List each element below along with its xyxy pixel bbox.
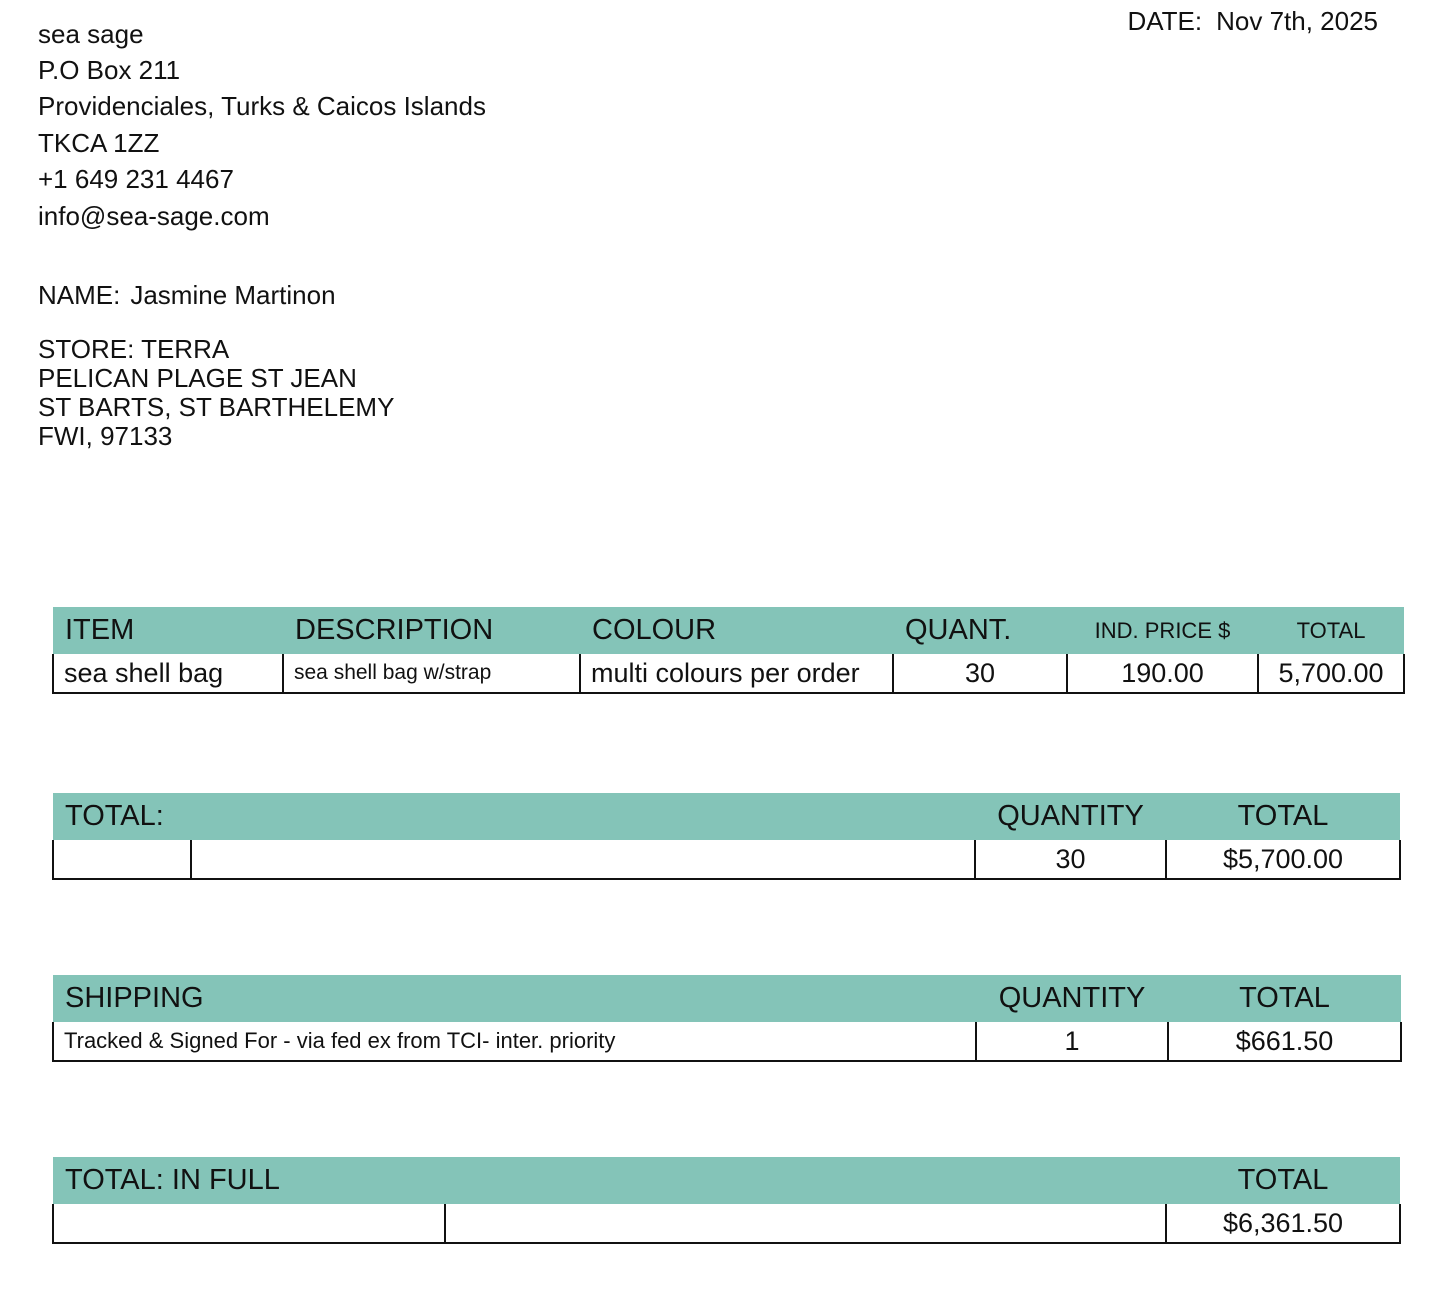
total-cell: $5,700.00 xyxy=(1166,840,1400,879)
empty-cell xyxy=(191,840,975,879)
subtotal-table xyxy=(52,793,1401,880)
header-total: TOTAL xyxy=(1258,607,1404,654)
shipping-table xyxy=(52,975,1402,1062)
customer-name xyxy=(38,280,336,311)
sender-phone: +1 649 231 4467 xyxy=(38,164,234,194)
grand-total-header-row xyxy=(53,1157,1400,1204)
table-row xyxy=(53,840,1400,879)
store-line: ST BARTS, ST BARTHELEMY xyxy=(38,392,395,422)
shipping-label: SHIPPING xyxy=(53,975,976,1022)
grand-total-label: TOTAL: IN FULL xyxy=(53,1157,1166,1204)
store-line: FWI, 97133 xyxy=(38,421,173,451)
grand-total-table xyxy=(52,1157,1401,1244)
sender-postcode: TKCA 1ZZ xyxy=(38,128,160,158)
quantity-cell: 1 xyxy=(976,1022,1168,1061)
header-total: TOTAL xyxy=(1166,793,1400,840)
subtotal-label: TOTAL: xyxy=(53,793,975,840)
empty-cell xyxy=(53,1204,445,1243)
grand-total-cell: $6,361.50 xyxy=(1166,1204,1400,1243)
shipping-description-cell: Tracked & Signed For - via fed ex from TCI- inter. priority xyxy=(53,1022,976,1061)
header-ind-price: IND. PRICE $ xyxy=(1067,607,1258,654)
header-description: DESCRIPTION xyxy=(283,607,580,654)
header-quantity: QUANT. xyxy=(893,607,1067,654)
table-row xyxy=(53,1022,1401,1061)
shipping-header-row xyxy=(53,975,1401,1022)
store-address xyxy=(38,335,394,451)
colour-cell: multi colours per order xyxy=(580,654,893,693)
header-total: TOTAL xyxy=(1168,975,1401,1022)
quantity-cell: 30 xyxy=(893,654,1067,693)
table-row xyxy=(53,1204,1400,1243)
items-header-row xyxy=(53,607,1404,654)
date-value: Nov 7th, 2025 xyxy=(1216,6,1378,36)
sender-pobox: P.O Box 211 xyxy=(38,55,181,85)
ind-price-cell: 190.00 xyxy=(1067,654,1258,693)
customer-name-label: NAME: xyxy=(38,280,121,310)
header-item: ITEM xyxy=(53,607,283,654)
item-cell: sea shell bag xyxy=(53,654,283,693)
invoice-date xyxy=(1127,6,1378,37)
store-heading: STORE: TERRA xyxy=(38,334,230,364)
description-cell: sea shell bag w/strap xyxy=(283,654,580,693)
table-row xyxy=(53,654,1404,693)
header-quantity: QUANTITY xyxy=(976,975,1168,1022)
sender-company: sea sage xyxy=(38,19,144,49)
empty-cell xyxy=(445,1204,1166,1243)
date-label: DATE: xyxy=(1127,6,1203,36)
sender-city: Providenciales, Turks & Caicos Islands xyxy=(38,91,486,121)
customer-name-value: Jasmine Martinon xyxy=(130,280,336,310)
items-table xyxy=(52,607,1405,694)
header-quantity: QUANTITY xyxy=(975,793,1166,840)
total-cell: 5,700.00 xyxy=(1258,654,1404,693)
store-line: PELICAN PLAGE ST JEAN xyxy=(38,363,357,393)
subtotal-header-row xyxy=(53,793,1400,840)
sender-email: info@sea-sage.com xyxy=(38,201,270,231)
header-total: TOTAL xyxy=(1166,1157,1400,1204)
quantity-cell: 30 xyxy=(975,840,1166,879)
header-colour: COLOUR xyxy=(580,607,893,654)
empty-cell xyxy=(53,840,191,879)
total-cell: $661.50 xyxy=(1168,1022,1401,1061)
